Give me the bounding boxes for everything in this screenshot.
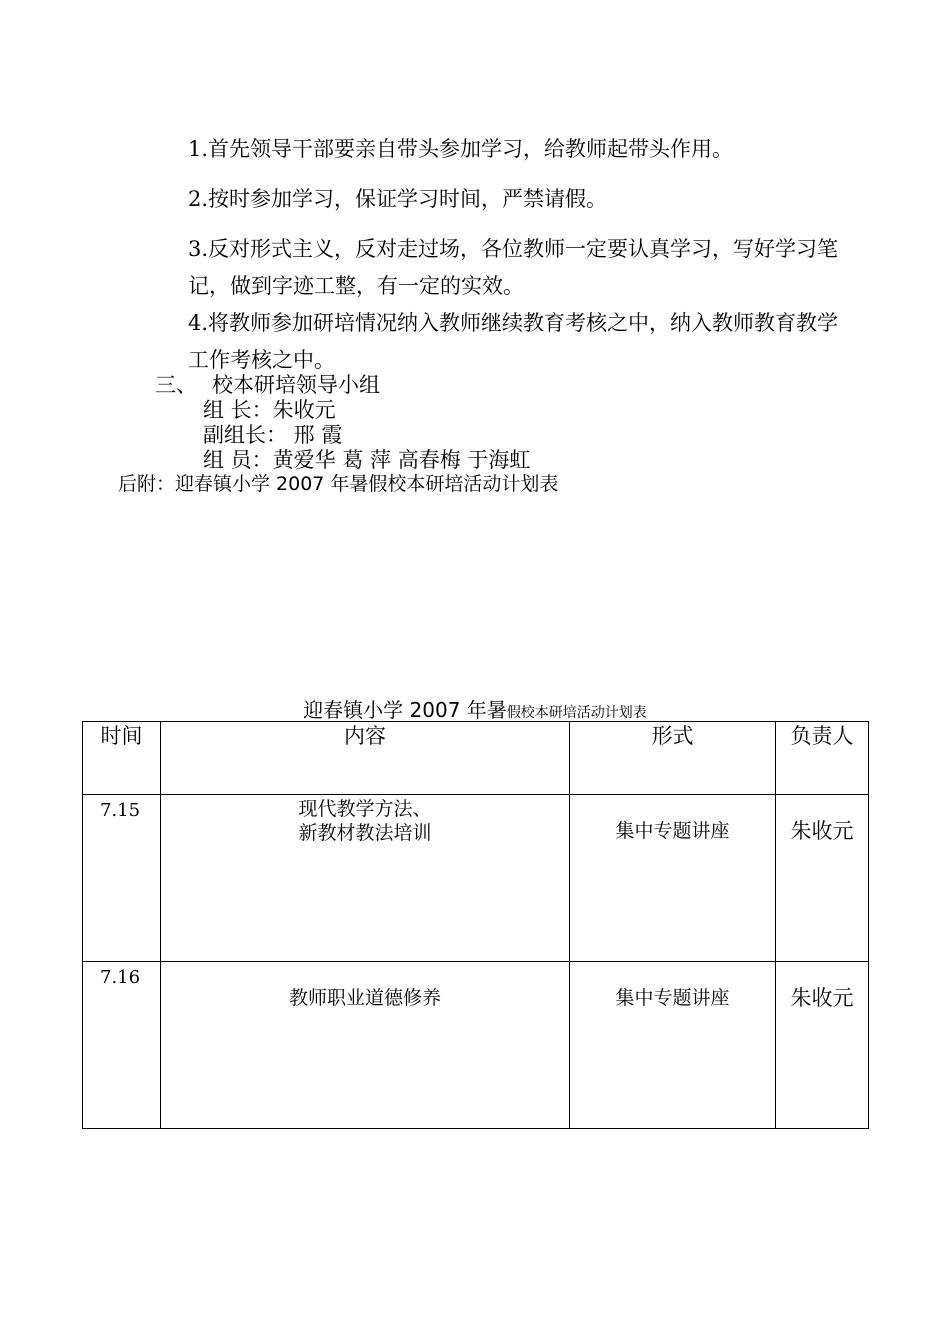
vice-leader: 副组长： 邢 霞 <box>203 423 343 447</box>
section-number: 三、 <box>155 373 197 397</box>
rule-paragraph-1: 1.首先领导干部要亲自带头参加学习，给教师起带头作用。 <box>188 137 734 161</box>
table-header-row <box>83 722 869 795</box>
group-members: 组 员：黄爱华 葛 萍 高春梅 于海虹 <box>203 448 531 472</box>
header-form: 形式 <box>570 722 776 795</box>
cell-form: 集中专题讲座 <box>570 962 776 1129</box>
content-line: 教师职业道德修养 <box>288 987 441 1009</box>
content-line: 新教材教法培训 <box>298 822 432 844</box>
group-leader: 组 长：朱收元 <box>203 398 336 422</box>
cell-owner: 朱收元 <box>776 962 869 1129</box>
cell-form: 集中专题讲座 <box>570 795 776 962</box>
table-row <box>83 795 869 962</box>
appendix-note: 后附：迎春镇小学 2007 年暑假校本研培活动计划表 <box>118 473 559 495</box>
table-title-large: 迎春镇小学 2007 年暑 <box>303 698 507 722</box>
cell-content <box>161 962 570 1129</box>
cell-content <box>161 795 570 962</box>
cell-time: 7.15 <box>83 795 161 962</box>
header-time: 时间 <box>83 722 161 795</box>
activity-plan-table <box>82 721 869 1129</box>
header-content: 内容 <box>161 722 570 795</box>
section-title: 校本研培领导小组 <box>212 373 380 397</box>
content-line: 现代教学方法、 <box>298 798 432 820</box>
rule-paragraph-3: 3.反对形式主义，反对走过场，各位教师一定要认真学习，写好学习笔记，做到字迹工整，有一定的实效。 <box>188 237 839 298</box>
rule-paragraph-2: 2.按时参加学习，保证学习时间，严禁请假。 <box>188 187 608 211</box>
cell-owner: 朱收元 <box>776 795 869 962</box>
header-owner: 负责人 <box>776 722 869 795</box>
rule-paragraph-4: 4.将教师参加研培情况纳入教师继续教育考核之中，纳入教师教育教学工作考核之中。 <box>188 311 839 372</box>
table-row <box>83 962 869 1129</box>
cell-time: 7.16 <box>83 962 161 1129</box>
table-title-small: 假校本研培活动计划表 <box>506 705 647 721</box>
